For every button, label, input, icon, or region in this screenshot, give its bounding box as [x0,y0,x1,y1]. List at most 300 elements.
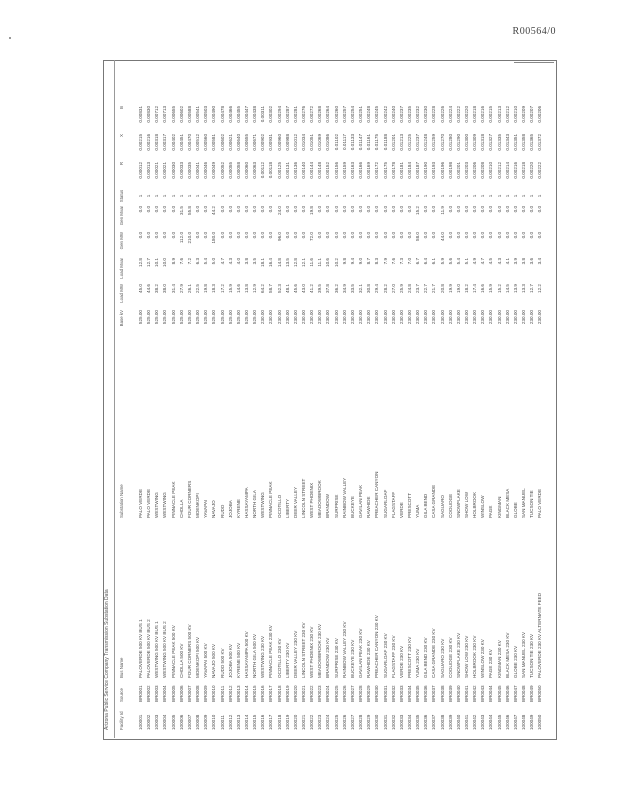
table-cell: 100018 [276,714,282,730]
table-cell: 41.2 [309,284,315,293]
table-cell: 0.0 [284,206,290,213]
table-cell: 7.6 [178,258,184,265]
table-cell: 0.01086 [325,134,331,151]
table-cell: 19.9 [447,284,453,293]
table-cell: 0.0 [504,206,510,213]
table-cell: 0.00402 [170,134,176,151]
table-cell: 1 [243,194,249,198]
table-cell: 0.0 [317,206,323,213]
table-cell: 525.00 [219,310,225,325]
table-cell: 1 [235,194,241,198]
table-cell: PREACHER CANYON [374,471,380,518]
table-cell: GILA BEND 230 KV [423,637,429,678]
table-cell: 0.0 [512,206,518,213]
table-cell: 0.01248 [423,134,429,151]
table-cell: BR0046 [504,685,510,702]
table-cell: 100020 [292,714,298,730]
table-cell: 28.2 [382,284,388,293]
table-cell: 3.5 [252,258,258,265]
table-cell: 4.7 [219,258,225,265]
table-cell: BR0037 [431,685,437,702]
table-cell: 0.00118 [268,162,274,179]
table-cell: BR0007 [186,685,192,702]
table-cell: 45.6 [292,284,298,293]
table-cell: 18.1 [260,258,266,267]
table-cell: BR0006 [178,685,184,702]
table-cell: 0.00220 [529,162,535,179]
table-cell: VERDE 230 KV [398,645,404,678]
table-cell: 0.0 [423,206,429,213]
table-cell: 230.00 [472,310,478,325]
table-cell: 0.00058 [235,162,241,179]
table-cell: 10.2 [333,258,339,267]
table-cell: 0.0 [146,206,152,213]
table-cell: 0.0 [252,232,258,239]
table-cell: 0.00218 [472,106,478,123]
table-cell: 14.8 [276,258,282,267]
header-cell: Load Mvar [119,258,124,279]
table-cell: 44.6 [146,284,152,293]
table-cell: 0.0 [170,206,176,213]
table-cell: 12.7 [146,258,152,267]
table-cell: 0.00178 [390,162,396,179]
table-cell: 0.00216 [146,134,152,151]
table-cell: 230.00 [496,310,502,325]
table-cell: 0.00655 [170,106,176,123]
table-cell: 1 [521,194,527,198]
table-cell: 525.00 [178,310,184,325]
table-cell: 0.00218 [521,162,527,179]
table-row [350,104,355,730]
table-cell: 0.00166 [358,162,364,179]
table-row [488,104,493,730]
table-cell: 44.2 [211,206,217,215]
table-row [448,104,453,730]
table-cell: 0.01343 [504,134,510,151]
table-cell: WESTWING 500 KV BUS 2 [162,621,168,678]
table-cell: 0.0 [260,232,266,239]
table-cell: 100009 [203,714,209,730]
table-cell: 4.3 [496,258,502,265]
header-cell: Gen MW [119,232,124,250]
table-cell: 0.00447 [243,106,249,123]
table-cell: 0.00588 [186,106,192,123]
table-cell: 22.5 [195,284,201,293]
table-cell: 1 [390,194,396,198]
table-cell: BR0014 [243,685,249,702]
table-cell: 0.0 [292,206,298,213]
table-cell: FLAGSTAFF 230 KV [390,635,396,678]
table-cell: 100017 [268,714,274,730]
table-cell: 525.00 [243,310,249,325]
table-cell: 0.0 [333,206,339,213]
table-cell: PALOVERDE 500 KV BUS 1 [138,619,143,678]
table-cell: PRESCOTT 230 KV [406,636,412,678]
table-cell: 0.00466 [227,106,233,123]
table-cell: 230.00 [406,310,412,325]
table-cell: BR0034 [406,685,412,702]
table-cell: 1 [455,194,461,198]
table-cell: FLAGSTAFF [390,491,396,518]
table-cell: SURPRISE 230 KV [333,638,339,678]
table-row [301,104,306,730]
table-cell: 0.00159 [341,162,347,179]
table-row [456,104,461,730]
table-cell: 0.00240 [390,106,396,123]
table-cell: 100035 [415,714,421,730]
table-cell: 9.0 [358,258,364,265]
table-cell: 0.01300 [464,134,469,151]
table-cell: 1 [276,194,282,198]
table-cell: 0.0 [317,232,323,239]
table-cell: 0.00041 [195,162,201,179]
table-cell: 18.2 [464,284,469,293]
table-cell: 100015 [252,714,258,730]
table-row [285,104,290,730]
table-cell: 100028 [358,714,364,730]
table-cell: 0.01290 [455,134,461,151]
table-cell: COOLIDGE 230 KV [447,637,453,678]
table-cell: 1 [349,194,355,198]
table-cell: 100030 [374,714,380,730]
table-cell: 112.0 [178,232,184,244]
table-cell: 230.00 [390,310,396,325]
table-row [236,104,241,730]
table-cell: 0.0 [268,206,274,213]
table-cell: 100042 [472,714,478,730]
table-cell: 1 [504,194,510,198]
table-cell: 525.00 [138,310,143,325]
table-cell: BR0016 [260,685,266,702]
table-row [334,104,339,730]
table-cell: 20.8 [439,284,445,293]
table-cell: 0.00144 [309,162,315,179]
table-cell: 0.0 [227,206,233,213]
table-cell: 0.01225 [406,134,412,151]
table-cell: BR0045 [496,685,502,702]
table-cell: 13.9 [512,284,518,293]
table-cell: CHOLLA 500 KV [178,643,184,678]
table-cell: 0.00490 [211,106,217,123]
table-cell: 100010 [211,714,217,730]
table-cell: 100024 [325,714,331,730]
table-cell: NAVAJO 500 KV [211,643,217,678]
table-cell: 0.0 [154,232,160,239]
table-cell: 0.00112 [260,162,266,179]
table-cell: 0.0 [496,232,502,239]
table-cell: 100047 [512,714,518,730]
table-cell: 0.0 [455,206,461,213]
table-cell: BR0030 [374,685,380,702]
header-cell: Gen Mvar [119,206,124,226]
table-cell: 0.0 [358,206,364,213]
table-cell: 0.00214 [504,162,510,179]
table-cell: PINNACLE PEAK [170,481,176,518]
table-cell: 0.0 [512,232,518,239]
table-cell: 100036 [423,714,429,730]
table-cell: 1 [268,194,274,198]
table-cell: 1 [382,194,388,198]
table-cell: 0.00140 [301,162,306,179]
table-cell: 5.1 [464,258,469,265]
table-cell: 0.00212 [496,162,502,179]
table-cell: 0.00207 [529,106,535,123]
table-cell: 525.00 [154,310,160,325]
table-row [146,104,151,730]
table-cell: 525.00 [195,310,201,325]
table-cell: 0.0 [219,232,225,239]
table-cell: 27.9 [178,284,184,293]
table-cell: YAVAPAI [203,499,209,518]
table-cell: 0.0 [195,232,201,239]
table-cell: BR0039 [447,685,453,702]
table-cell: 0.00830 [146,106,152,123]
table-cell: 100007 [186,714,192,730]
table-cell: 12.8 [138,258,143,267]
table-cell: 230.00 [309,310,315,325]
table-cell: 100002 [146,714,152,730]
table-cell: 0.00060 [243,162,249,179]
table-cell: 15.2 [415,206,421,215]
table-cell: 0.0 [284,232,290,239]
table-cell: 1 [406,194,412,198]
table-cell: 0.0 [521,206,527,213]
table-cell: 0.0 [292,232,298,239]
table-cell: COOLIDGE [447,493,453,518]
table-cell: PALO VERDE [537,488,543,518]
header-cell: Load MW [119,284,124,303]
table-cell: BR0001 [138,685,143,702]
table-cell: BR0005 [170,685,176,702]
table-cell: OCOTILLO 230 KV [276,638,282,678]
table-cell: 0.0 [366,206,372,213]
table-cell: 0.00451 [178,134,184,151]
table-cell: 0.00318 [154,134,160,151]
table-cell: 0.01012 [292,134,298,151]
table-cell: 0.0 [529,206,535,213]
table-cell: 0.01161 [366,134,372,151]
rotated-table [103,60,555,738]
header-cell: Bus Name [119,657,124,678]
table-cell: 15.9 [227,284,233,293]
table-cell: 525.00 [162,310,168,325]
table-cell: 0.0 [341,206,347,213]
table-cell: BUCKEYE 230 KV [349,639,355,678]
table-cell: SAGUARO [439,495,445,518]
table-cell: WESTWING 230 KV [260,635,266,678]
table-cell: BRANDOW [325,494,331,518]
table-cell: 100008 [195,714,201,730]
table-cell: SNOWFLAKE 230 KV [455,632,461,678]
table-cell: 0.00268 [317,106,323,123]
table-cell: 1 [227,194,233,198]
table-cell: 0.0 [447,232,453,239]
table-cell: PREACHER CANYON 230 KV [374,615,380,678]
table-cell: 1 [447,194,453,198]
table-cell: 230.00 [423,310,429,325]
table-cell: 230.00 [447,310,453,325]
table-cell: 0.00655 [243,134,249,151]
table-cell: 0.01188 [382,134,388,151]
table-cell: PINNACLE PEAK 500 KV [170,625,176,678]
table-cell: BR0041 [464,685,469,702]
table-cell: 100016 [260,714,266,730]
table-cell: 48.1 [284,284,290,293]
table-cell: 0.0 [146,232,152,239]
table-cell: BR0010 [211,685,217,702]
table-cell: 15.9 [488,284,494,293]
table-cell: 0.00248 [366,106,372,123]
table-cell: 3.8 [521,258,527,265]
table-cell: 0.0 [195,206,201,213]
table-cell: 31.5 [178,206,184,215]
table-cell: 16.6 [480,284,486,293]
table-cell: 38.2 [154,284,160,293]
table-cell: 0.00196 [439,162,445,179]
table-cell: 0.00046 [203,162,209,179]
table-cell: BR0042 [472,685,478,702]
table-cell: 0.00055 [227,162,233,179]
table-row [162,104,167,730]
table-cell: 0.00035 [186,162,192,179]
table-cell: 5.6 [447,258,453,265]
table-cell: 0.0 [537,206,543,213]
table-cell: 7.2 [186,258,192,265]
table-cell: BR0026 [341,685,347,702]
table-cell: 1 [186,194,192,198]
table-cell: 0.00671 [252,134,258,151]
table-cell: 12.7 [529,284,535,293]
table-cell: 0.0 [382,232,388,239]
table-cell: 230.00 [276,310,282,325]
table-row [529,104,534,730]
table-cell: SUGARLOAF 230 KV [382,633,388,678]
table-cell: 230.00 [455,310,461,325]
table-cell: 44.0 [439,232,445,241]
table-cell: 230.00 [317,310,323,325]
table-cell: 100012 [227,714,233,730]
table-cell: 100019 [284,714,290,730]
table-cell: 0.00125 [276,162,282,179]
header-cell: X [119,134,124,137]
table-cell: 0.0 [138,232,143,239]
table-cell: PAGE 230 KV [488,649,494,678]
table-row [211,104,216,730]
table-cell: 1 [529,194,535,198]
table-cell: BLACK MESA [504,488,510,518]
table-row [497,104,502,730]
table-row [220,104,225,730]
table-cell: 0.0 [431,206,437,213]
table-cell: 100041 [464,714,469,730]
table-row [407,104,412,730]
table-row [513,104,518,730]
table-cell: 100013 [235,714,241,730]
table-cell: 0.00242 [382,106,388,123]
table-cell: RUDD [219,504,225,518]
table-row [138,104,143,730]
table-cell: 0.00831 [138,106,143,123]
table-cell: 0.0 [398,232,404,239]
table-cell: 100046 [504,714,510,730]
table-cell: 0.00235 [406,106,412,123]
table-cell: 1 [496,194,502,198]
table-cell: 0.00220 [464,106,469,123]
table-cell: 100029 [366,714,372,730]
table-cell: 230.00 [529,310,535,325]
table-cell: 1 [195,194,201,198]
table-cell: 525.00 [235,310,241,325]
table-cell: 100014 [243,714,249,730]
table-cell: 0.0 [521,232,527,239]
table-cell: 3.8 [243,258,249,265]
table-cell: 0.00033 [178,162,184,179]
table-cell: 0.00581 [211,134,217,151]
table-cell: YAVAPAI 500 KV [203,643,209,678]
table-cell: HASSAYAMPA 500 KV [243,631,249,678]
table-cell: RAINBOW VALLEY 230 KV [341,621,347,678]
table-cell: 0.01358 [521,134,527,151]
table-cell: SAGUARO 230 KV [439,638,445,678]
table-cell: BR0025 [333,685,339,702]
table-cell: 230.00 [512,310,518,325]
table-cell: 0.00317 [162,134,168,151]
table-cell: 0.00281 [292,106,298,123]
table-cell: 0.01069 [317,134,323,151]
table-cell: 100050 [537,714,543,730]
table-cell: CASA GRANDE 230 KV [431,628,437,678]
table-cell: 0.00021 [154,162,160,179]
table-cell: 230.00 [398,310,404,325]
table-cell: 0.0 [382,206,388,213]
table-cell: 0.00063 [252,162,258,179]
table-cell: 0.00602 [219,134,225,151]
table-cell: 0.00602 [178,106,184,123]
table-cell: MEADOWBROOK [317,480,323,518]
table-cell: BR0048 [521,685,527,702]
table-cell: 0.00222 [537,162,543,179]
table-cell: 100049 [529,714,535,730]
table-cell: 1 [301,194,306,198]
table-cell: 9.8 [341,258,347,265]
table-cell: 0.0 [406,232,412,239]
table-cell: BR0028 [358,685,364,702]
table-row [472,104,477,730]
table-cell: 230.00 [431,310,437,325]
table-cell: 3.9 [512,258,518,265]
table-cell: BR0044 [488,685,494,702]
table-cell: 7.9 [382,258,388,265]
table-cell: LINCOLN STREET 230 KV [301,622,306,678]
table-cell: 525.00 [186,310,192,325]
table-cell: 11.9 [439,206,445,215]
table-cell: 0.00169 [366,162,372,179]
table-cell: SURPRISE [333,494,339,518]
table-cell: 0.0 [301,206,306,213]
table-cell: 100032 [390,714,396,730]
table-cell: 0.0 [374,206,380,213]
table-cell: MEADOWBROOK 230 KV [317,623,323,678]
table-cell: 0.00455 [235,106,241,123]
table-row [440,104,445,730]
table-cell: 0.0 [325,232,331,239]
header-cell: R [119,162,124,166]
table-cell: 17.4 [472,284,478,293]
table-cell: 0.00184 [406,162,412,179]
table-cell: 1 [138,194,143,198]
table-cell: 0.0 [203,206,209,213]
table-cell: 100038 [439,714,445,730]
